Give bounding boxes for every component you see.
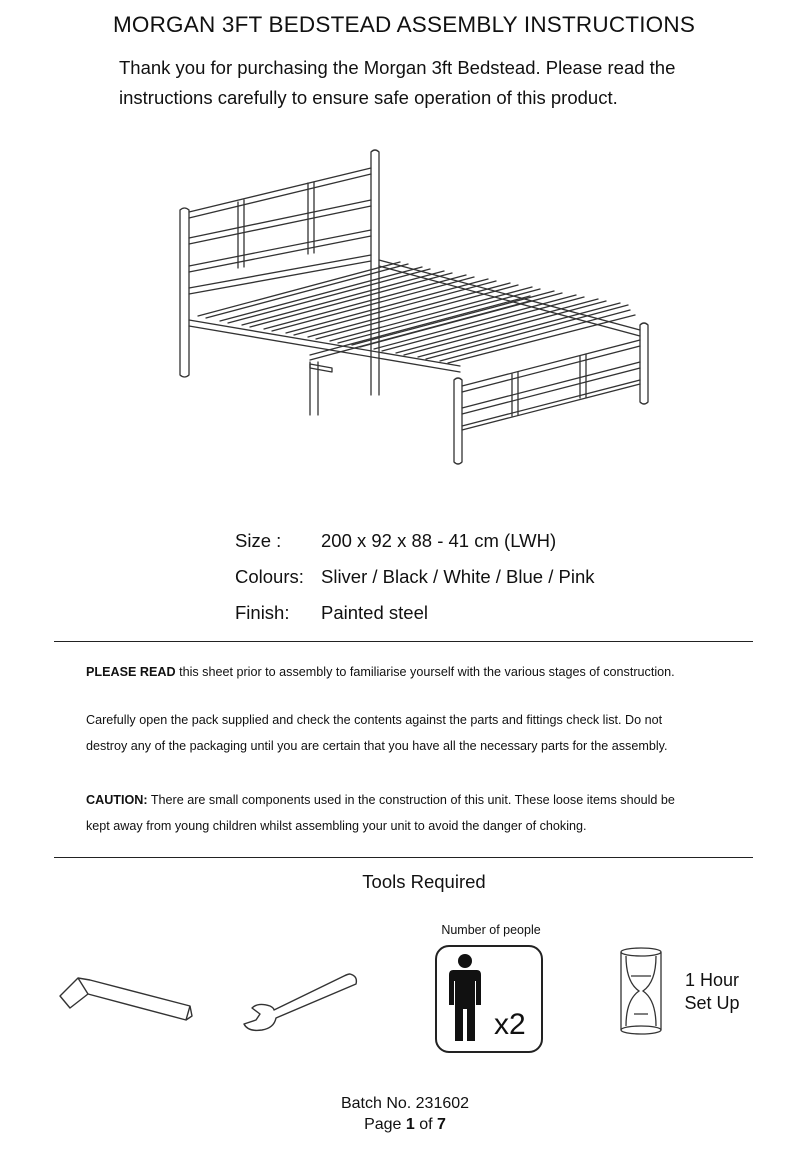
tools-required-title: Tools Required: [362, 871, 486, 892]
hourglass-icon: [618, 946, 664, 1036]
batch-number: Batch No. 231602: [340, 1095, 470, 1112]
page-title: MORGAN 3FT BEDSTEAD ASSEMBLY INSTRUCTIONS: [112, 12, 696, 37]
caution-note: [86, 787, 766, 839]
divider-bottom: [54, 857, 753, 858]
people-label: Number of people: [441, 923, 541, 937]
please-read-text: this sheet prior to assembly to familiarise yourself with the various stages of construction.: [175, 665, 675, 679]
finish-label: Finish:: [235, 602, 290, 623]
please-read-bold: PLEASE READ: [86, 665, 176, 679]
caution-line-1: There are small components used in the construction of this unit. These loose items should be: [147, 793, 675, 807]
divider-top: [54, 641, 753, 642]
colours-value: Sliver / Black / White / Blue / Pink: [321, 566, 595, 587]
page-prefix: Page: [364, 1116, 406, 1133]
spanner-icon: [240, 970, 360, 1034]
setup-time: [676, 969, 748, 1015]
allen-key-icon: [56, 972, 196, 1024]
bed-illustration: [160, 140, 660, 470]
please-read-note: [86, 659, 766, 685]
page-current: 1: [405, 1116, 415, 1133]
size-label: Size :: [235, 530, 282, 551]
people-count: x2: [494, 1008, 526, 1041]
check-line-2: destroy any of the packaging until you are certain that you have all the necessary parts for the assembly.: [86, 739, 668, 753]
page-number: [0, 1116, 808, 1134]
colours-label: Colours:: [235, 566, 304, 587]
caution-line-2: kept away from young children whilst assembling your unit to avoid the danger of choking.: [86, 819, 587, 833]
page-total: 7: [437, 1116, 446, 1133]
setup-time-line-2: Set Up: [684, 993, 740, 1013]
check-contents-note: [86, 707, 766, 759]
finish-value: Painted steel: [321, 602, 428, 623]
check-line-1: Carefully open the pack supplied and check the contents against the parts and fittings check list. Do not: [86, 713, 663, 727]
person-icon: [447, 953, 483, 1043]
setup-time-line-1: 1 Hour: [684, 970, 740, 990]
bed-frame-drawing: [160, 140, 660, 470]
page-middle: of: [414, 1116, 438, 1133]
caution-bold: CAUTION:: [86, 793, 148, 807]
intro-text: [119, 53, 759, 113]
intro-line-1: Thank you for purchasing the Morgan 3ft Bedstead. Please read the: [119, 57, 676, 78]
intro-line-2: instructions carefully to ensure safe operation of this product.: [119, 87, 618, 108]
size-value: 200 x 92 x 88 - 41 cm (LWH): [321, 530, 557, 551]
